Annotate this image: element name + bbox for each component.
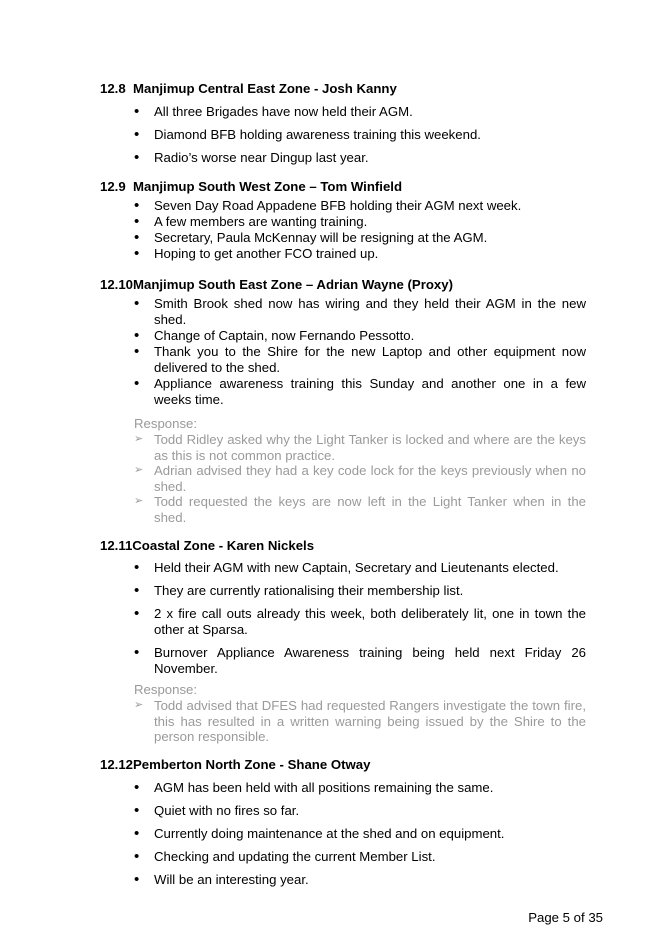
list-item: • Will be an interesting year.: [134, 872, 586, 888]
list-item: • Secretary, Paula McKennay will be resigning at the AGM.: [134, 230, 586, 246]
response-label: Response:: [134, 682, 198, 697]
list-item: • Thank you to the Shire for the new Laptop and other equipment now delivered to the shed.: [134, 344, 586, 376]
section-title: Manjimup South West Zone – Tom Winfield: [133, 179, 402, 194]
list-item: • Held their AGM with new Captain, Secretary and Lieutenants elected.: [134, 560, 586, 576]
section-heading: [100, 179, 590, 195]
list-item: • 2 x fire call outs already this week, both deliberately lit, one in town the other at Sparsa.: [134, 606, 586, 638]
list-item: • Seven Day Road Appadene BFB holding their AGM next week.: [134, 198, 586, 214]
bullet-list: [134, 560, 586, 684]
list-item: • Burnover Appliance Awareness training being held next Friday 26 November.: [134, 645, 586, 677]
bullet-list: [134, 104, 586, 173]
list-item: • They are currently rationalising their membership list.: [134, 583, 586, 599]
section-heading: [100, 277, 590, 293]
response-list: [134, 698, 586, 745]
list-item: • Checking and updating the current Member List.: [134, 849, 586, 865]
list-item: • Hoping to get another FCO trained up.: [134, 246, 586, 262]
response-item: ➢ Adrian advised they had a key code lock for the keys previously when no shed.: [134, 463, 586, 494]
section-number: 12.12: [100, 757, 134, 772]
section-title: Pemberton North Zone - Shane Otway: [133, 757, 371, 772]
section-number: 12.10: [100, 277, 134, 292]
list-item: • Appliance awareness training this Sunday and another one in a few weeks time.: [134, 376, 586, 408]
page-number: Page 5 of 35: [528, 910, 603, 925]
list-item: • Smith Brook shed now has wiring and they held their AGM in the new shed.: [134, 296, 586, 328]
bullet-list: [134, 780, 586, 895]
list-item: • Currently doing maintenance at the shed and on equipment.: [134, 826, 586, 842]
section-heading: [100, 757, 590, 773]
bullet-list: [134, 296, 586, 408]
bullet-list: [134, 198, 586, 262]
section-number: 12.9: [100, 179, 126, 194]
section-number: 12.11: [100, 538, 133, 553]
list-item: • Radio’s worse near Dingup last year.: [134, 150, 586, 166]
response-item: ➢ Todd advised that DFES had requested Rangers investigate the town fire, this has resulted in a written warning being issued by the Shire to the person responsible.: [134, 698, 586, 745]
response-item: ➢ Todd Ridley asked why the Light Tanker is locked and where are the keys as this is not common practice.: [134, 432, 586, 463]
list-item: • Change of Captain, now Fernando Pessotto.: [134, 328, 586, 344]
section-number: 12.8: [100, 81, 126, 96]
section-title: Manjimup South East Zone – Adrian Wayne (Proxy): [133, 277, 453, 292]
list-item: • Quiet with no fires so far.: [134, 803, 586, 819]
response-item: ➢ Todd requested the keys are now left in the Light Tanker when in the shed.: [134, 494, 586, 525]
section-heading: [100, 81, 590, 97]
list-item: • All three Brigades have now held their AGM.: [134, 104, 586, 120]
response-label: Response:: [134, 416, 198, 431]
section-heading: [100, 538, 590, 554]
section-title: Coastal Zone - Karen Nickels: [132, 538, 315, 553]
response-list: [134, 432, 586, 525]
list-item: • Diamond BFB holding awareness training this weekend.: [134, 127, 586, 143]
list-item: • AGM has been held with all positions remaining the same.: [134, 780, 586, 796]
section-title: Manjimup Central East Zone - Josh Kanny: [133, 81, 397, 96]
list-item: • A few members are wanting training.: [134, 214, 586, 230]
